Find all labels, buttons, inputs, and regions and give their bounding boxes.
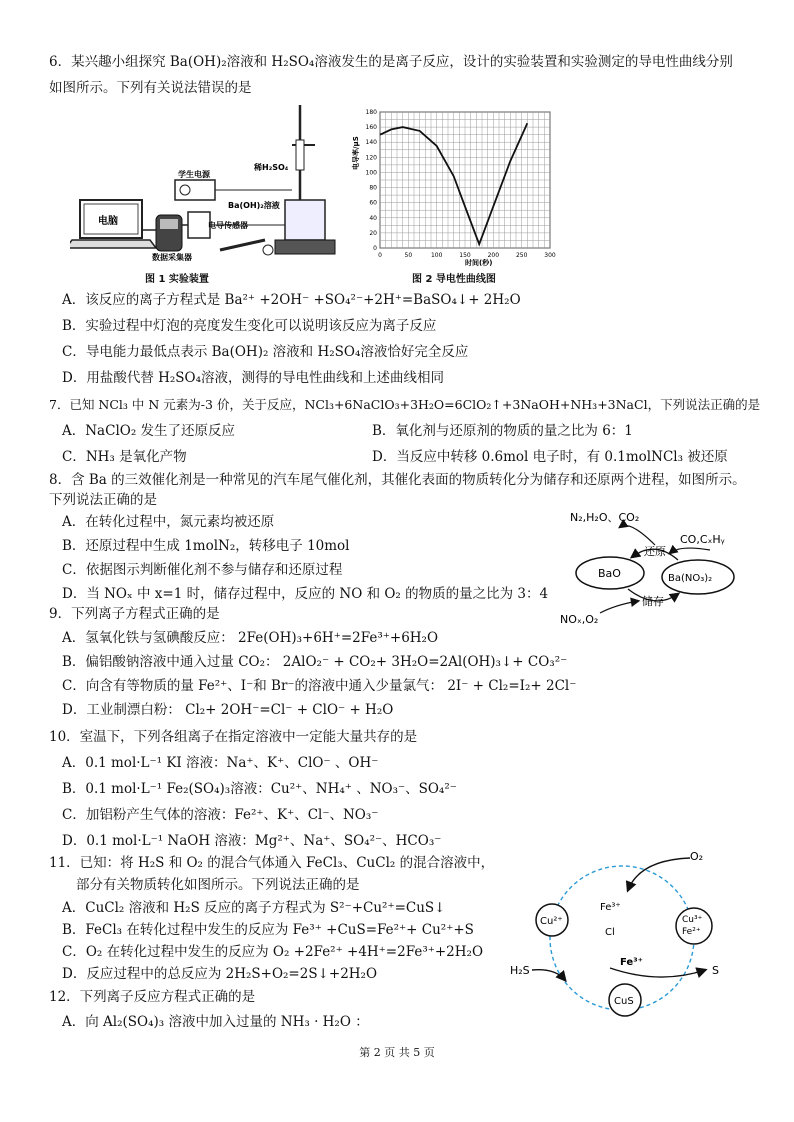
cus-label: CuS — [614, 996, 634, 1007]
x-tick-label: 250 — [515, 252, 528, 259]
q9-option-d: D．工业制漂白粉： Cl₂+ 2OH⁻=Cl⁻ + ClO⁻ + H₂O — [62, 702, 394, 718]
q10-option-a: A．0.1 mol·L⁻¹ KI 溶液：Na⁺、K⁺、ClO⁻ 、OH⁻ — [62, 755, 379, 771]
y-tick-label: 100 — [365, 169, 377, 177]
bao-label: BaO — [598, 567, 621, 580]
data-collector-icon — [152, 215, 192, 262]
q7-option-b: B．氧化剂与还原剂的物质的量之比为 6：1 — [372, 423, 633, 439]
power-label: 学生电源 — [178, 170, 210, 179]
collector-label: 数据采集器 — [152, 253, 192, 262]
x-tick-label: 200 — [487, 252, 500, 259]
y-tick-label: 20 — [369, 229, 377, 237]
q6-option-c: C．导电能力最低点表示 Ba(OH)₂ 溶液和 H₂SO₄溶液恰好完全反应 — [62, 344, 469, 360]
q9-option-b: B．偏铝酸钠溶液中通入过量 CO₂： 2AlO₂⁻ + CO₂+ 3H₂O=2Al(OH)₃↓+ CO₃²⁻ — [62, 654, 568, 670]
q8-stem-line1: 8．含 Ba 的三效催化剂是一种常见的汽车尾气催化剂，其催化表面的物质转化分为储存和还原两个进程，如图所示。 — [49, 472, 746, 488]
q11-option-c: C．O₂ 在转化过程中发生的反应为 O₂ +2Fe²⁺ +4H⁺=2Fe³⁺+2H₂O — [62, 944, 484, 960]
s-label: S — [712, 964, 719, 977]
q10-option-c: C．加铝粉产生气体的溶液：Fe²⁺、K⁺、Cl⁻、NO₃⁻ — [62, 807, 379, 823]
q7-stem: 7．已知 NCl₃ 中 N 元素为-3 价，关于反应，NCl₃+6NaClO₃+3H₂O=6ClO₂↑+3NaOH+NH₃+3NaCl，下列说法正确的是 — [49, 397, 761, 412]
fe3-mid-label: Fe³⁺ — [620, 957, 643, 968]
y-tick-label: 40 — [369, 214, 377, 222]
sensor-label: 电导传感器 — [208, 221, 248, 230]
q9-option-a: A．氢氧化铁与氢碘酸反应： 2Fe(OH)₃+6H⁺=2Fe³⁺+6H₂O — [62, 630, 439, 646]
x-tick-label: 300 — [544, 252, 556, 259]
q8-stem-line2: 下列说法正确的是 — [49, 492, 157, 508]
q9-stem: 9．下列离子方程式正确的是 — [49, 606, 220, 622]
store-label: 储存 — [642, 595, 664, 608]
q11-option-a: A．CuCl₂ 溶液和 H₂S 反应的离子方程式为 S²⁻+Cu²⁺=CuS↓ — [62, 900, 446, 916]
computer-label: 电脑 — [98, 216, 118, 227]
nox-label: NOₓ,O₂ — [560, 613, 599, 626]
q10-option-d: D．0.1 mol·L⁻¹ NaOH 溶液：Mg²⁺、Na⁺、SO₄²⁻、HCO₃⁻ — [62, 833, 442, 849]
right-fe-label: Fe²⁺ — [682, 927, 701, 937]
cu2-label: Cu²⁺ — [540, 916, 563, 927]
q6-option-d: D．用盐酸代替 H₂SO₄溶液，测得的导电性曲线和上述曲线相同 — [62, 370, 445, 386]
q6-stem-line2: 如图所示。下列有关说法错误的是 — [49, 80, 252, 96]
bano3-label: Ba(NO₃)₂ — [668, 573, 713, 584]
q11-option-b: B．FeCl₃ 在转化过程中发生的反应为 Fe³⁺ +CuS=Fe²⁺+ Cu²⁺+S — [62, 922, 474, 938]
q8-option-c: C．依据图示判断催化剂不参与储存和还原过程 — [62, 562, 343, 578]
y-tick-label: 0 — [373, 245, 377, 252]
fig2-caption: 图 2 导电性曲线图 — [412, 274, 496, 285]
fig1-caption: 图 1 实验装置 — [145, 274, 209, 285]
q6-option-a: A．该反应的离子方程式是 Ba²⁺ +2OH⁻ +SO₄²⁻+2H⁺=BaSO₄↓+ 2H₂O — [62, 292, 521, 308]
base-label: Ba(OH)₂溶液 — [228, 201, 280, 210]
q11-stem-line2: 部分有关物质转化如图所示。下列说法正确的是 — [76, 877, 360, 893]
fe3-top-label: Fe³⁺ — [600, 902, 621, 913]
page-footer: 第 2 页 共 5 页 — [359, 1046, 435, 1059]
x-tick-label: 100 — [430, 252, 443, 259]
y-tick-label: 160 — [365, 124, 377, 132]
q11-redox-cycle-diagram — [500, 840, 740, 1030]
q8-option-b: B．还原过程中生成 1molN₂，转移电子 10mol — [62, 538, 350, 554]
power-supply-icon — [175, 169, 215, 200]
x-tick-label: 150 — [459, 252, 471, 259]
chart-yticks — [366, 109, 378, 252]
y-tick-label: 80 — [369, 184, 377, 192]
q7-option-d: D．当反应中转移 0.6mol 电子时，有 0.1molNCl₃ 被还原 — [372, 449, 728, 465]
q6-conductivity-chart — [350, 100, 570, 290]
q8-option-d: D．当 NOₓ 中 x=1 时，储存过程中，反应的 NO 和 O₂ 的物质的量之比为 3：4 — [62, 586, 549, 602]
q12-stem: 12．下列离子反应方程式正确的是 — [49, 989, 256, 1005]
chart-ylabel: 电导率/μS — [352, 136, 360, 170]
diagram-right-label: CO,CₓHᵧ — [680, 533, 725, 546]
q8-catalyst-cycle-diagram — [560, 505, 760, 630]
diagram-top-label: N₂,H₂O、CO₂ — [570, 511, 640, 524]
right-cu-label: Cu³⁺ — [682, 915, 703, 925]
q12-option-a: A．向 Al₂(SO₄)₃ 溶液中加入过量的 NH₃ · H₂O ： — [62, 1014, 369, 1030]
y-tick-label: 60 — [369, 199, 377, 207]
chart-grid — [380, 112, 550, 248]
q8-option-a: A．在转化过程中，氮元素均被还原 — [62, 514, 275, 530]
q9-option-c: C．向含有等物质的量 Fe²⁺、I⁻和 Br⁻的溶液中通入少量氯气： 2I⁻ + Cl₂=I₂+ 2Cl⁻ — [62, 678, 577, 694]
x-tick-label: 0 — [378, 252, 382, 259]
q6-apparatus-figure — [70, 100, 350, 290]
acid-label: 稀H₂SO₄ — [254, 163, 289, 172]
y-tick-label: 140 — [365, 139, 377, 147]
q7-option-c: C．NH₃ 是氧化产物 — [62, 449, 187, 465]
y-tick-label: 180 — [365, 109, 377, 116]
q10-option-b: B．0.1 mol·L⁻¹ Fe₂(SO₄)₃溶液：Cu²⁺、NH₄⁺ 、NO₃⁻、SO₄²⁻ — [62, 781, 457, 797]
x-tick-label: 50 — [404, 252, 413, 259]
y-tick-label: 120 — [365, 154, 377, 162]
iron-stand-icon — [228, 105, 335, 254]
chart-xlabel: 时间(秒) — [465, 259, 493, 267]
q11-option-d: D．反应过程中的总反应为 2H₂S+O₂=2S↓+2H₂O — [62, 966, 378, 982]
o2-label: O₂ — [690, 850, 704, 863]
q10-stem: 10．室温下，下列各组离子在指定溶液中一定能大量共存的是 — [49, 729, 418, 745]
h2s-label: H₂S — [510, 964, 530, 977]
computer-icon — [70, 200, 156, 248]
q6-stem-line1: 6．某兴趣小组探究 Ba(OH)₂溶液和 H₂SO₄溶液发生的是离子反应，设计的实验装置和实验测定的导电性曲线分别 — [49, 54, 733, 70]
q6-option-b: B．实验过程中灯泡的亮度发生变化可以说明该反应为离子反应 — [62, 318, 437, 334]
chart-xticks — [378, 252, 556, 259]
reduce-label: 还原 — [644, 545, 666, 558]
q7-option-a: A．NaClO₂ 发生了还原反应 — [62, 423, 236, 439]
cl-label: Cl — [605, 927, 615, 938]
q11-stem-line1: 11．已知：将 H₂S 和 O₂ 的混合气体通入 FeCl₃、CuCl₂ 的混合溶液中， — [49, 855, 495, 871]
